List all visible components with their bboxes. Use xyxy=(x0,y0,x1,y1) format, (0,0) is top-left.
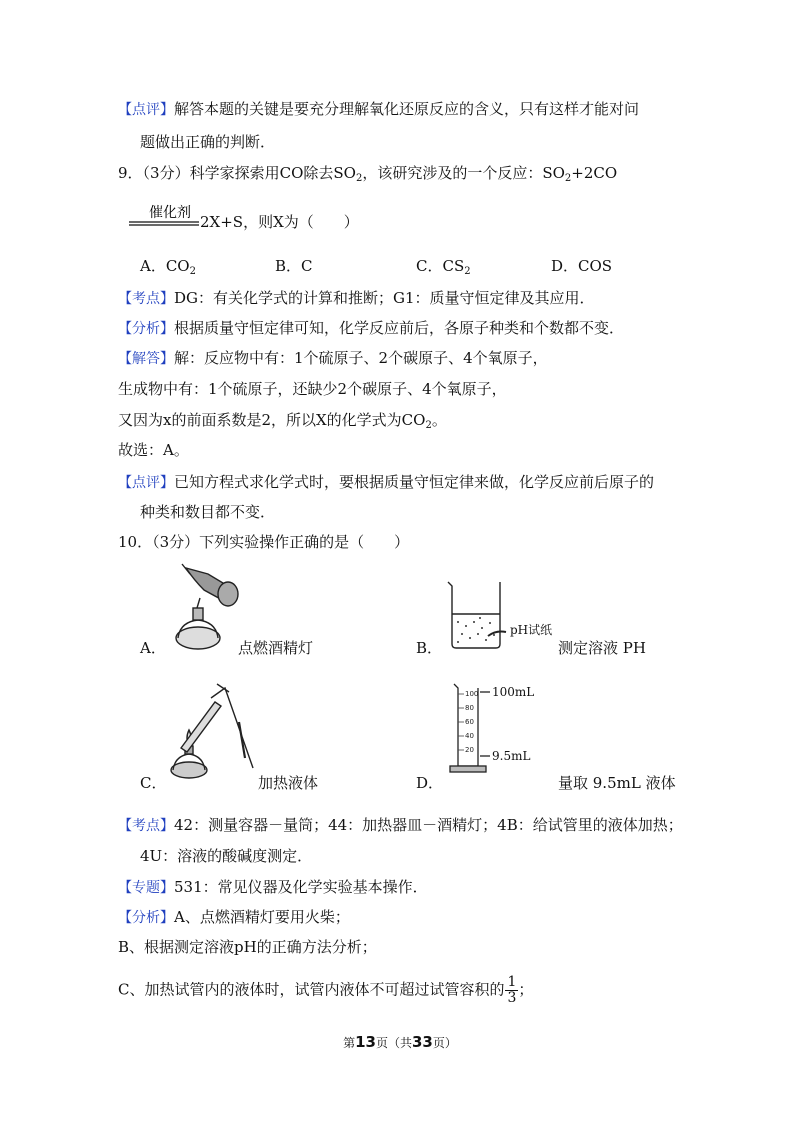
q10-option-b[interactable]: B． xyxy=(416,639,443,657)
q9-dianping: 【点评】已知方程式求化学式时，要根据质量守恒定律来做，化学反应前后原子的 xyxy=(118,473,655,491)
q9-dianping-2: 种类和数目都不变． xyxy=(140,503,276,521)
q9-kaodian: 【考点】DG：有关化学式的计算和推断；G1：质量守恒定律及其应用． xyxy=(118,289,595,307)
tick-80: 80 xyxy=(465,704,474,712)
catalyst-label: 催化剂 xyxy=(149,205,191,221)
catalyst-arrow xyxy=(129,203,199,229)
page-footer: 第13页（共33页） xyxy=(343,1033,457,1051)
beaker-ph-figure xyxy=(440,578,570,653)
q10-option-c[interactable]: C． xyxy=(140,774,167,792)
q10-fenxi: 【分析】A、点燃酒精灯要用火柴； xyxy=(118,908,350,926)
tick-100: 100 xyxy=(465,690,479,698)
review-tag: 【点评】 xyxy=(118,102,174,118)
tick-20: 20 xyxy=(465,746,474,754)
heating-tube-figure xyxy=(165,680,260,780)
cylinder-top-label: 100mL xyxy=(492,685,535,699)
page-number: 13 xyxy=(355,1033,376,1051)
cylinder-reading-label: 9.5mL xyxy=(492,749,531,763)
q10-option-a[interactable]: A． xyxy=(140,639,166,657)
q10-stem: 10．（3分）下列实验操作正确的是（ ） xyxy=(118,533,410,551)
q9-choice: 故选：A。 xyxy=(118,441,189,459)
q9-option-d[interactable]: D．COS xyxy=(551,257,613,275)
q10-option-d[interactable]: D． xyxy=(416,774,444,792)
q9-option-a[interactable]: A．$CO_2$ xyxy=(140,257,196,277)
q9-option-b[interactable]: B．C xyxy=(275,257,313,275)
q10-option-d-text: 量取 9.5mL 液体 xyxy=(558,774,676,792)
q9-fenxi: 【分析】根据质量守恒定律可知，化学反应前后，各原子种类和个数都不变． xyxy=(118,319,625,337)
q10-fenxi-2: B、根据测定溶液pH的正确方法分析； xyxy=(118,938,377,956)
tick-40: 40 xyxy=(465,732,474,740)
q9-jieda: 【解答】解：反应物中有：1个硫原子、2个碳原子、4个氧原子， xyxy=(118,349,548,367)
alcohol-lamp-figure xyxy=(168,560,248,655)
q10-zhuanti: 【专题】531：常见仪器及化学实验基本操作． xyxy=(118,878,428,896)
q10-option-a-text: 点燃酒精灯 xyxy=(238,639,314,657)
tick-60: 60 xyxy=(465,718,474,726)
q9-option-c[interactable]: C．$CS_2$ xyxy=(416,257,471,277)
q9-jieda-3: 又因为x的前面系数是2，所以X的化学式为$CO_2$。 xyxy=(118,411,447,431)
q10-option-b-text: 测定溶液 PH xyxy=(558,639,646,657)
q9-stem: 9．（3分）科学家探索用CO除去$SO_2$，该研究涉及的一个反应：$SO_2+2CO$ xyxy=(118,164,618,184)
page-total: 33 xyxy=(412,1033,433,1051)
q10-option-c-text: 加热液体 xyxy=(258,774,319,792)
q10-kaodian: 【考点】42：测量容器－量筒；44：加热器皿－酒精灯；4B：给试管里的液体加热； xyxy=(118,816,683,834)
q10-fenxi-3: C、加热试管内的液体时，试管内液体不可超过试管容积的 $\frac{1}{3}$ ； xyxy=(118,974,534,1006)
graduated-cylinder-figure xyxy=(440,680,540,780)
q9-jieda-2: 生成物中有：1个硫原子，还缺少2个碳原子、4个氧原子， xyxy=(118,380,507,398)
q9-product: 2X+S，则X为（ ） xyxy=(200,213,359,231)
q10-kaodian-2: 4U：溶液的酸碱度测定． xyxy=(140,847,313,865)
review-line-1: 【点评】解答本题的关键是要充分理解氧化还原反应的含义，只有这样才能对问 xyxy=(118,100,640,118)
ph-paper-label: pH试纸 xyxy=(510,623,553,637)
review-line-2: 题做出正确的判断． xyxy=(140,133,276,151)
one-third-fraction: $\frac{1}{3}$ xyxy=(507,974,517,1006)
